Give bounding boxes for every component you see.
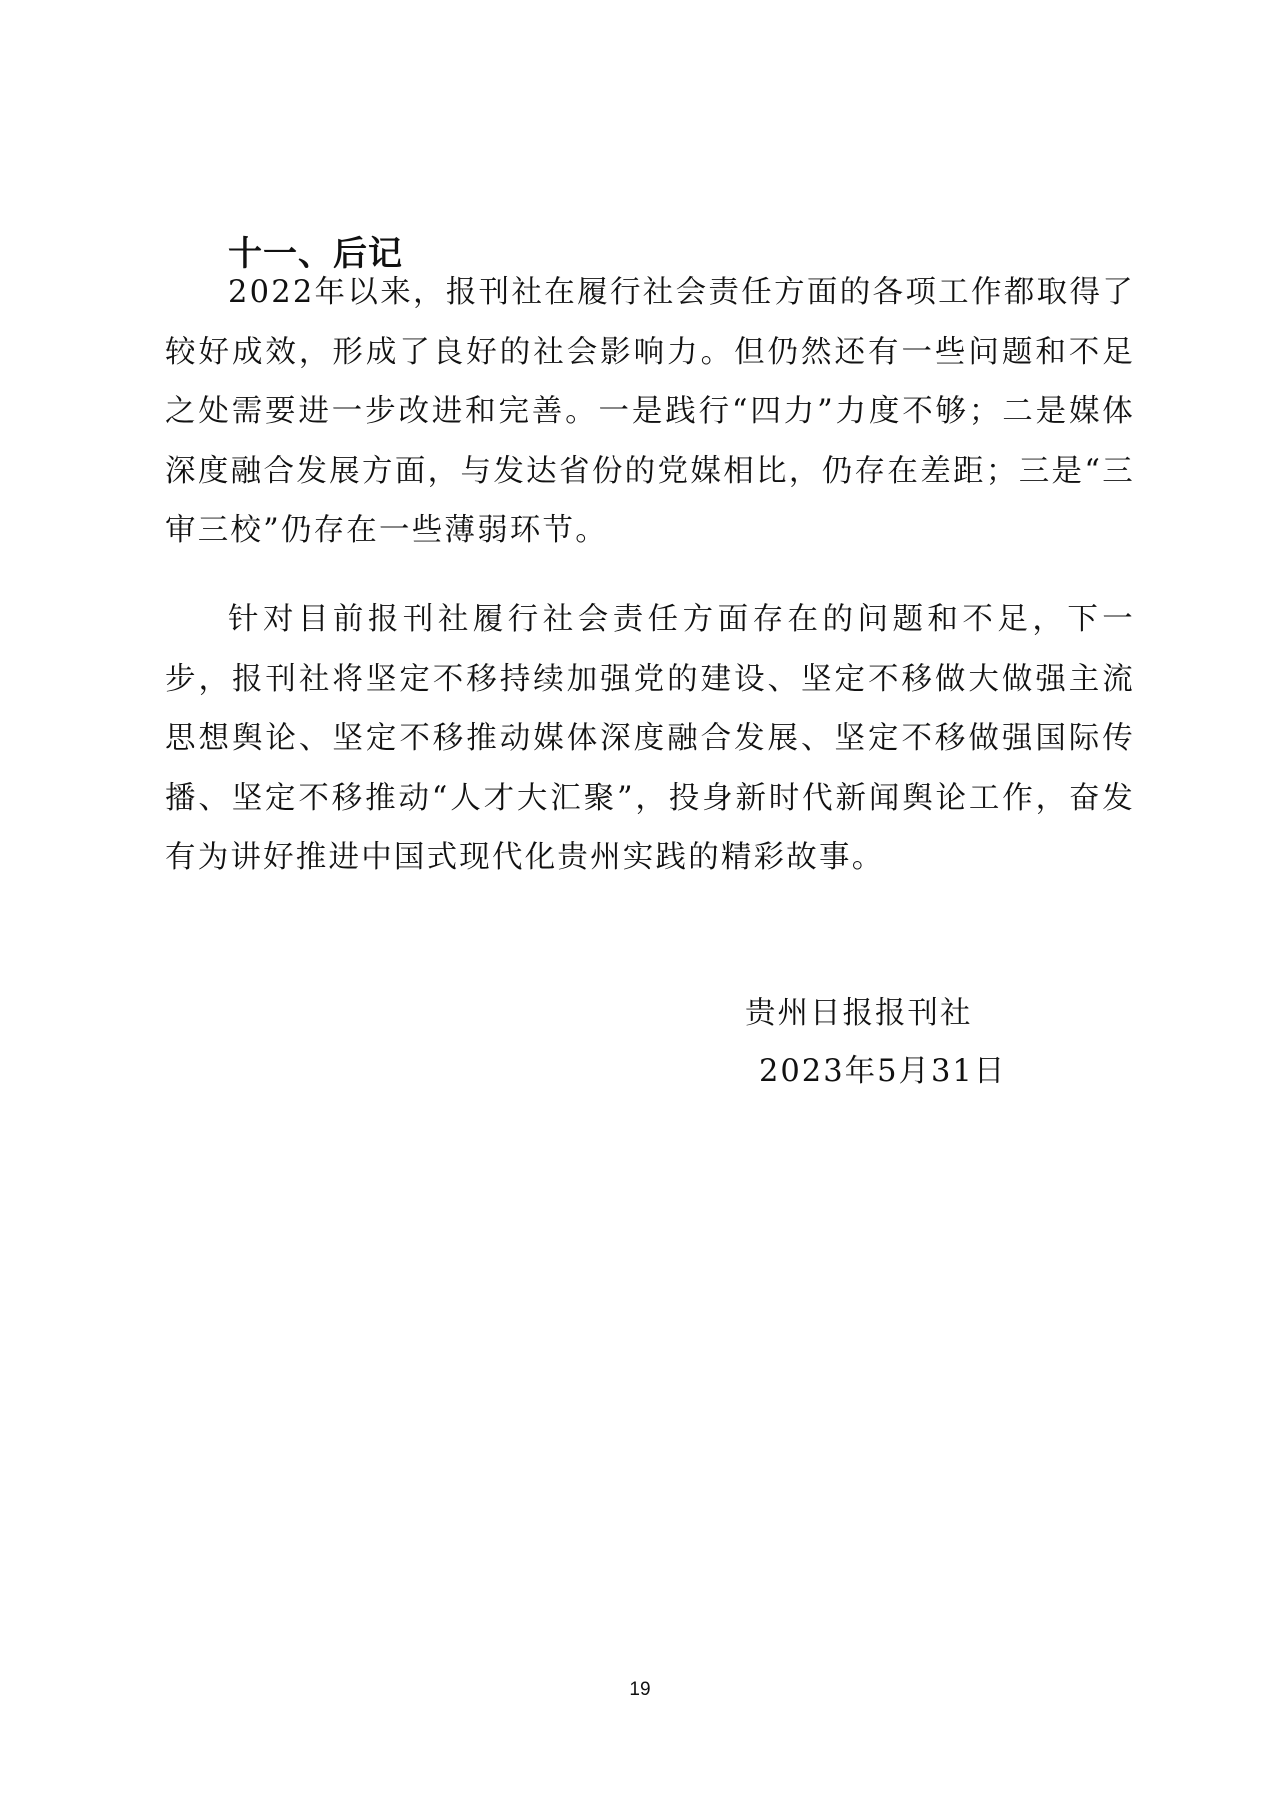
paragraph-next-steps: 针对目前报刊社履行社会责任方面存在的问题和不足，下一步，报刊社将坚定不移持续加强党的建设、坚定不移做大做强主流思想舆论、坚定不移推动媒体深度融合发展、坚定不移做强国际传播、坚定不移推动“人才大汇聚”，投身新时代新闻舆论工作，奋发有为讲好推进中国式现代化贵州实践的精彩故事。	[165, 602, 1135, 875]
page-number: 19	[629, 1679, 651, 1700]
signature-organization: 贵州日报报刊社	[745, 996, 973, 1031]
signature-block	[745, 985, 1006, 1101]
section-heading: 十一、后记	[228, 234, 403, 274]
signature-date: 2023年5月31日	[759, 1054, 1007, 1089]
paragraph-summary: 2022年以来，报刊社在履行社会责任方面的各项工作都取得了较好成效，形成了良好的社会影响力。但仍然还有一些问题和不足之处需要进一步改进和完善。一是践行“四力”力度不够；二是媒体深度融合发展方面，与发达省份的党媒相比，仍存在差距；三是“三审三校”仍存在一些薄弱环节。	[165, 275, 1135, 548]
